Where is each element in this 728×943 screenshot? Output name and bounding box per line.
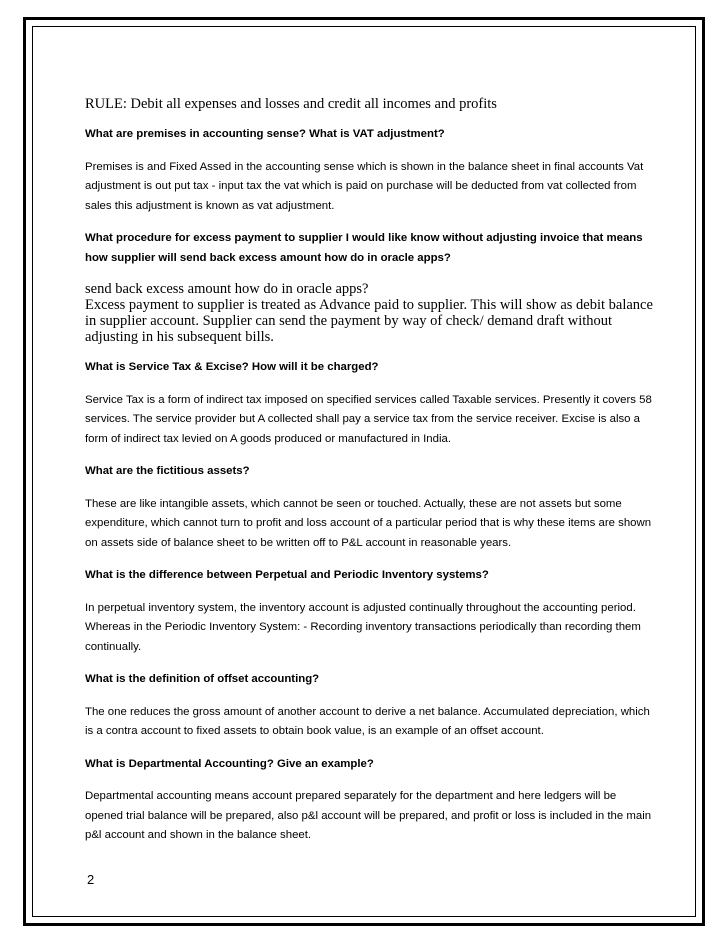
- question-6: What is the definition of offset accounting?: [85, 673, 320, 685]
- answer-5-continued: Whereas in the Periodic Inventory System: - Recording inventory transactions periodically than recording them continually.: [85, 621, 641, 653]
- rule-line: RULE: Debit all expenses and losses and credit all incomes and profits: [85, 96, 497, 112]
- answer-5: In perpetual inventory system, the inventory account is adjusted continually throughout the accounting period.: [85, 601, 636, 614]
- answer-4: These are like intangible assets, which cannot be seen or touched. Actually, these are not assets but some expenditure, which cannot turn to profit and loss account of a particular period that is why these items are shown on assets side of balance sheet to be written off to P&L account in reasonable years.: [85, 497, 652, 549]
- answer-2-line-1: send back excess amount how do in oracle apps?: [85, 281, 369, 297]
- answer-3: Service Tax is a form of indirect tax imposed on specified services called Taxable services. Presently it covers 58 services. The service provider but A collected shall pay a service tax from the service receiver. Excise is also a form of indirect tax levied on A goods produced or manufactured in India.: [85, 393, 652, 445]
- question-1: What are premises in accounting sense? What is VAT adjustment?: [85, 128, 445, 140]
- answer-2-line-2: Excess payment to supplier is treated as Advance paid to supplier. This will show as debit balance in supplier account. Supplier can send the payment by way of check/ demand draft without adjusting in his subsequent bills.: [85, 297, 653, 345]
- question-3: What is Service Tax & Excise? How will it be charged?: [85, 361, 379, 373]
- answer-6: The one reduces the gross amount of another account to derive a net balance. Accumulated depreciation, which is a contra account to fixed assets to obtain book value, is an example of an offset account.: [85, 705, 650, 737]
- question-4: What are the fictitious assets?: [85, 465, 250, 477]
- document-body: [85, 96, 655, 846]
- page-number: 2: [87, 872, 95, 887]
- answer-7: Departmental accounting means account prepared separately for the department and here ledgers will be opened trial balance will be prepared, also p&l account will be prepared, and profit or loss is included in the main p&l account and shown in the balance sheet.: [85, 790, 652, 841]
- question-5: What is the difference between Perpetual and Periodic Inventory systems?: [85, 569, 489, 581]
- question-2: What procedure for excess payment to supplier I would like know without adjusting invoice that means how supplier will send back excess amount how do in oracle apps?: [85, 232, 643, 264]
- answer-1: Premises is and Fixed Assed in the accounting sense which is shown in the balance sheet in final accounts Vat adjustment is out put tax - input tax the vat which is paid on purchase will be deducted from vat collected from sales this adjustment is known as vat adjustment.: [85, 160, 644, 212]
- question-7: What is Departmental Accounting? Give an example?: [85, 757, 374, 770]
